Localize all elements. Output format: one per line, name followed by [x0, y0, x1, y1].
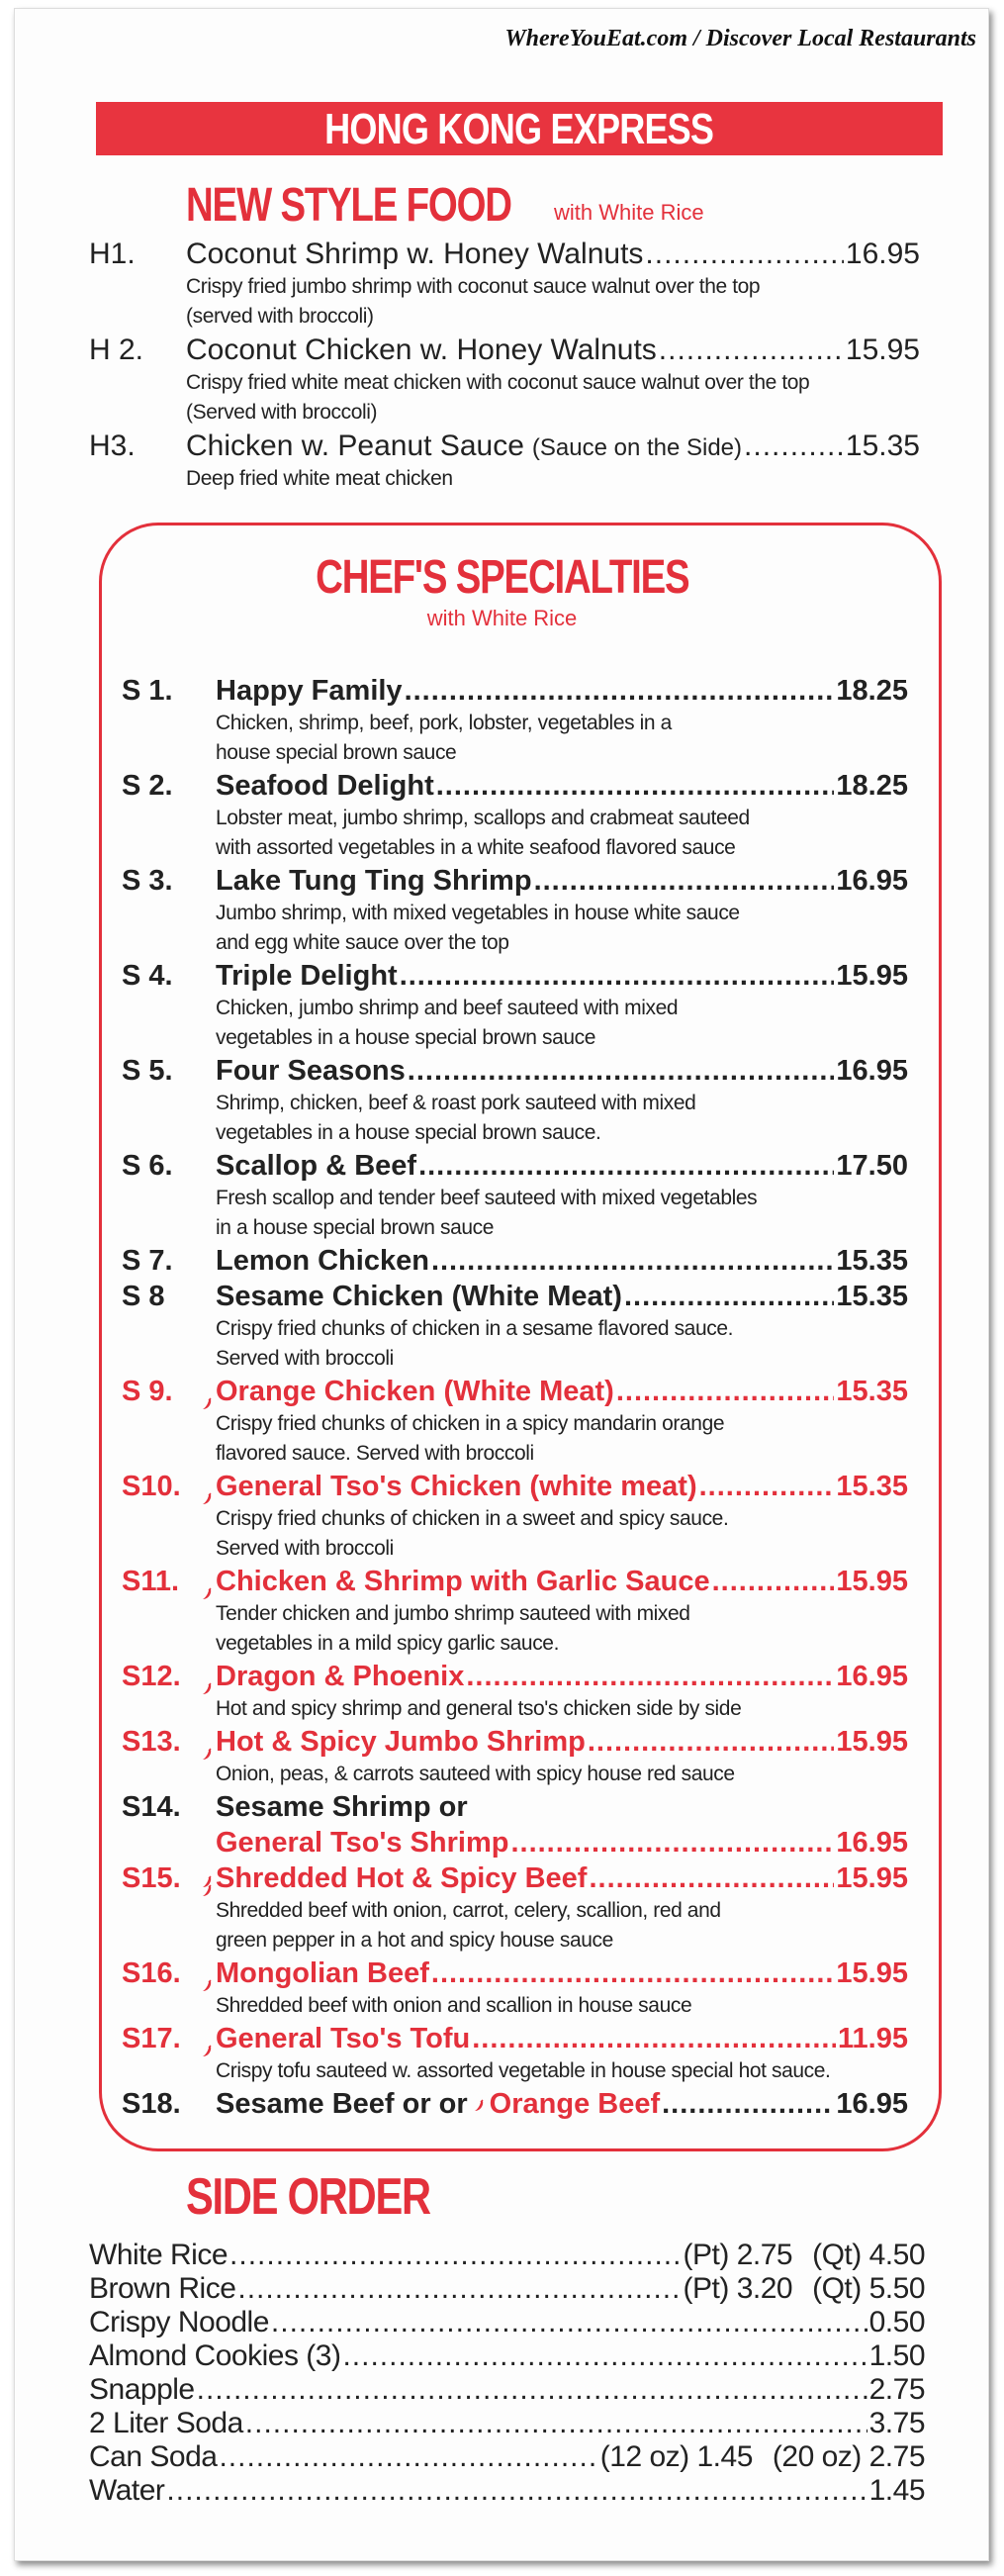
item-description: and egg white sauce over the top [216, 931, 509, 954]
menu-item[interactable] [122, 2086, 908, 2122]
item-code: H 2. [89, 334, 144, 366]
item-code-text: S 9. [122, 1376, 173, 1407]
item-name: Sesame Shrimp or [216, 1791, 468, 1823]
item-description: in a house special brown sauce [216, 1216, 495, 1239]
item-price: 1.45 [868, 2474, 925, 2507]
menu-item[interactable] [89, 428, 920, 494]
dot-leader [659, 332, 844, 368]
spicy-pepper-icon [200, 1384, 214, 1398]
item-name: 2 Liter Soda [89, 2407, 243, 2439]
item-price: 15.95 [845, 334, 920, 366]
item-description: Onion, peas, & carrots sauteed with spicy house red sauce [216, 1763, 735, 1785]
item-code [122, 1659, 216, 1694]
item-price: 1.50 [868, 2339, 925, 2372]
dot-leader [589, 1860, 834, 1896]
menu-item-row [122, 1469, 908, 1504]
item-price: 15.95 [836, 960, 908, 992]
item-code [122, 1564, 216, 1599]
item-code-text: S 4. [122, 960, 173, 992]
item-price: 16.95 [836, 1661, 908, 1692]
item-price: 15.95 [836, 1957, 908, 1989]
item-name: Dragon & Phoenix [216, 1661, 465, 1692]
dot-leader [418, 1148, 834, 1184]
dot-leader [405, 673, 835, 709]
item-name: Crispy Noodle [89, 2306, 269, 2338]
item-description: house special brown sauce [216, 741, 457, 764]
menu-item-row [122, 1789, 908, 1825]
item-description: green pepper in a hot and spicy house sauce [216, 1929, 613, 1952]
dot-leader [342, 2339, 867, 2373]
item-name: Coconut Chicken w. Honey Walnuts [186, 334, 657, 366]
dot-leader [400, 958, 835, 994]
item-code [122, 1860, 216, 1896]
size-price: 3.20 [736, 2272, 793, 2305]
dot-leader [744, 428, 844, 464]
item-code [122, 1724, 216, 1760]
menu-item-row [122, 1564, 908, 1599]
item-name: General Tso's Chicken (white meat) [216, 1471, 697, 1502]
item-name: Seafood Delight [216, 770, 434, 802]
item-code-text: S11. [122, 1566, 180, 1597]
new-style-list [89, 236, 920, 494]
item-description: Shredded beef with onion, carrot, celery, scallion, red and [216, 1899, 721, 1922]
side-order-heading [186, 2167, 492, 2227]
item-name: Sesame Beef or or [216, 2088, 468, 2120]
item-description: Crispy fried jumbo shrimp with coconut sauce walnut over the top [186, 275, 761, 298]
new-style-subtitle: with White Rice [554, 200, 704, 225]
menu-item[interactable] [122, 1956, 908, 2021]
side-order-item[interactable] [89, 2272, 925, 2306]
item-code-text: S14. [122, 1791, 181, 1823]
menu-item[interactable] [122, 768, 908, 863]
item-description: vegetables in a house special brown sauce. [216, 1121, 601, 1144]
size-label: (12 oz) [599, 2440, 689, 2473]
spicy-pepper-icon [200, 1479, 214, 1493]
spicy-pepper-icon [200, 1574, 214, 1588]
item-name: Shredded Hot & Spicy Beef [216, 1862, 588, 1894]
spicy-pepper-icon [200, 2032, 214, 2046]
side-order-title: SIDE ORDER [186, 2168, 430, 2226]
item-code-text: S 2. [122, 770, 173, 802]
item-description: Tender chicken and jumbo shrimp sauteed with mixed [216, 1602, 690, 1625]
item-price: 15.35 [836, 1471, 908, 1502]
new-style-title: NEW STYLE FOOD [186, 179, 511, 232]
item-name: Coconut Shrimp w. Honey Walnuts [186, 238, 644, 270]
chefs-specialties-subtitle: with White Rice [426, 606, 578, 630]
side-order-item[interactable] [89, 2474, 925, 2508]
item-price: 15.95 [836, 1726, 908, 1758]
item-price: 16.95 [836, 1827, 908, 1859]
item-code-text: S17. [122, 2023, 181, 2054]
item-code [122, 1243, 216, 1279]
item-description: (served with broccoli) [186, 305, 374, 328]
item-code-text: S16. [122, 1957, 181, 1989]
menu-item[interactable] [122, 1564, 908, 1659]
item-price: 15.35 [836, 1281, 908, 1312]
size-label: (Pt) [683, 2272, 729, 2305]
item-code [122, 1469, 216, 1504]
item-code: H1. [89, 238, 136, 270]
menu-item-row [122, 1860, 908, 1896]
dot-leader [616, 1374, 835, 1409]
item-description: Jumbo shrimp, with mixed vegetables in house white sauce [216, 902, 740, 924]
item-description: Lobster meat, jumbo shrimp, scallops and crabmeat sauteed [216, 807, 750, 829]
item-code-text: S15. [122, 1862, 181, 1894]
item-price: 16.95 [836, 2088, 908, 2120]
dot-leader [237, 2272, 681, 2306]
item-name: Snapple [89, 2373, 195, 2406]
item-code-text: S13. [122, 1726, 181, 1758]
dot-leader [436, 768, 835, 804]
item-code [122, 1053, 216, 1089]
size-price: 4.50 [868, 2239, 925, 2271]
item-code [122, 1279, 216, 1314]
dot-leader [466, 1659, 834, 1694]
dot-leader [588, 1724, 835, 1760]
menu-item-row [89, 236, 920, 272]
menu-item[interactable] [122, 1659, 908, 1724]
size-option [773, 2440, 925, 2474]
menu-item-row [89, 332, 920, 368]
item-description: Hot and spicy shrimp and general tso's chicken side by side [216, 1697, 742, 1720]
chefs-specialties-list [122, 673, 908, 2122]
item-price: 18.25 [836, 770, 908, 802]
item-code [122, 1789, 216, 1825]
item-code: H3. [89, 429, 136, 462]
item-price: 17.50 [836, 1150, 908, 1182]
menu-item-row [122, 2021, 908, 2056]
dot-leader [534, 863, 835, 899]
item-description: Chicken, shrimp, beef, pork, lobster, vegetables in a [216, 712, 672, 734]
item-code [122, 863, 216, 899]
dot-leader [408, 1053, 835, 1089]
menu-item[interactable] [122, 1724, 908, 1789]
menu-item[interactable] [122, 958, 908, 1053]
item-code [122, 2021, 216, 2056]
chefs-specialties-heading [0, 550, 1004, 605]
size-price: 2.75 [736, 2239, 793, 2271]
item-code-text: S10. [122, 1471, 181, 1502]
menu-item[interactable] [122, 1053, 908, 1148]
item-price: 3.75 [868, 2407, 925, 2439]
spicy-pepper-icon [200, 1871, 214, 1885]
menu-item[interactable] [122, 863, 908, 958]
dot-leader [624, 1279, 834, 1314]
restaurant-banner [96, 102, 943, 155]
size-option [812, 2239, 925, 2272]
chefs-specialties-title: CHEF'S SPECIALTIES [315, 551, 689, 604]
item-description: Served with broccoli [216, 1347, 394, 1370]
menu-item-row [122, 863, 908, 899]
dot-leader [166, 2474, 867, 2508]
item-name: Chicken w. Peanut Sauce [186, 429, 524, 462]
menu-item-row [122, 1053, 908, 1089]
size-label: (Qt) [812, 2272, 862, 2305]
new-style-heading [186, 178, 704, 233]
item-description: Served with broccoli [216, 1537, 394, 1560]
item-name: Water [89, 2474, 165, 2507]
menu-item-row [122, 958, 908, 994]
menu-item[interactable] [122, 1148, 908, 1243]
item-name: Almond Cookies (3) [89, 2339, 341, 2372]
dot-leader [712, 1564, 835, 1599]
item-name: Happy Family [216, 675, 403, 707]
menu-item-row [122, 768, 908, 804]
item-price: 11.95 [838, 2023, 908, 2054]
item-code-text: S18. [122, 2088, 181, 2120]
menu-item[interactable] [122, 1279, 908, 1374]
item-name: Sesame Chicken (White Meat) [216, 1281, 622, 1312]
item-price: 16.95 [845, 238, 920, 270]
menu-item-row [122, 1659, 908, 1694]
menu-item-row [122, 1956, 908, 1991]
size-option [684, 2239, 793, 2272]
size-price: 5.50 [868, 2272, 925, 2305]
side-order-list [89, 2239, 925, 2508]
item-description: Crispy tofu sauteed w. assorted vegetable in house special hot sauce. [216, 2059, 831, 2082]
menu-item[interactable] [122, 2021, 908, 2086]
item-description: Shrimp, chicken, beef & roast pork sauteed with mixed [216, 1092, 696, 1114]
item-description: Crispy fried chunks of chicken in a sesame flavored sauce. [216, 1317, 734, 1340]
item-description: Chicken, jumbo shrimp and beef sauteed with mixed [216, 997, 679, 1019]
side-order-item[interactable] [89, 2239, 925, 2272]
item-code-text: S 3. [122, 865, 173, 897]
size-label: (Qt) [812, 2239, 862, 2271]
item-description: Crispy fried white meat chicken with coconut sauce walnut over the top [186, 371, 810, 394]
item-code [122, 1148, 216, 1184]
menu-item-row [122, 1374, 908, 1409]
item-name: Mongolian Beef [216, 1957, 429, 1989]
menu-item-row [122, 1148, 908, 1184]
dot-leader [662, 2086, 834, 2122]
item-description: vegetables in a mild spicy garlic sauce. [216, 1632, 560, 1655]
item-name: Lake Tung Ting Shrimp [216, 865, 532, 897]
item-description: Deep fried white meat chicken [186, 467, 453, 490]
item-description: Crispy fried chunks of chicken in a spicy mandarin orange [216, 1412, 725, 1435]
item-name: Chicken & Shrimp with Garlic Sauce [216, 1566, 710, 1597]
item-code [122, 1956, 216, 1991]
item-description: (Served with broccoli) [186, 401, 378, 424]
side-order-item[interactable] [89, 2373, 925, 2407]
item-description: vegetables in a house special brown sauce [216, 1026, 596, 1049]
spicy-pepper-icon [200, 1670, 214, 1683]
menu-item[interactable] [122, 1860, 908, 1956]
item-code-text: S 1. [122, 675, 173, 707]
item-name: General Tso's Tofu [216, 2023, 471, 2054]
dot-leader [472, 2021, 836, 2056]
size-option [684, 2272, 793, 2306]
dot-leader [431, 1243, 834, 1279]
dot-leader [645, 236, 844, 272]
menu-item-row [122, 2086, 908, 2122]
item-alt-name: Orange Beef [489, 2088, 661, 2120]
size-option [600, 2440, 753, 2474]
item-name: Orange Chicken (White Meat) [216, 1376, 614, 1407]
item-name: Hot & Spicy Jumbo Shrimp [216, 1726, 586, 1758]
spicy-pepper-icon [200, 1735, 214, 1749]
menu-item[interactable] [89, 332, 920, 428]
menu-item[interactable] [89, 236, 920, 332]
menu-item-row [122, 1279, 908, 1314]
dot-leader [699, 1469, 835, 1504]
item-price: 18.25 [836, 675, 908, 707]
item-description: Fresh scallop and tender beef sauteed with mixed vegetables [216, 1187, 758, 1209]
menu-item-row [122, 673, 908, 709]
spicy-pepper-icon [472, 2086, 486, 2100]
item-name: Lemon Chicken [216, 1245, 429, 1277]
dot-leader [271, 2306, 867, 2339]
item-code-text: S 5. [122, 1055, 173, 1087]
item-code [122, 2086, 216, 2122]
side-order-item[interactable] [89, 2407, 925, 2440]
item-price: 15.35 [836, 1376, 908, 1407]
item-name: Brown Rice [89, 2272, 236, 2305]
item-note: (Sauce on the Side) [531, 434, 743, 461]
menu-item[interactable] [122, 1789, 908, 1860]
side-order-item[interactable] [89, 2306, 925, 2339]
item-price: 2.75 [868, 2373, 925, 2406]
restaurant-name: HONG KONG EXPRESS [324, 105, 714, 153]
item-code-text: S 8 [122, 1281, 165, 1312]
item-name: Can Soda [89, 2440, 218, 2473]
dot-leader [510, 1825, 834, 1860]
menu-item[interactable] [122, 1243, 908, 1279]
dot-leader [245, 2407, 867, 2440]
item-name: Triple Delight [216, 960, 398, 992]
item-price: 16.95 [836, 1055, 908, 1087]
item-code [122, 768, 216, 804]
item-price: 16.95 [836, 865, 908, 897]
item-price: 15.35 [836, 1245, 908, 1277]
item-name: Scallop & Beef [216, 1150, 417, 1182]
side-order-item[interactable] [89, 2440, 925, 2474]
size-label: (20 oz) [772, 2440, 862, 2473]
spicy-pepper-icon [200, 1966, 214, 1980]
dot-leader [431, 1956, 835, 1991]
menu-item-row-alt [122, 1825, 908, 1860]
item-description: Crispy fried chunks of chicken in a sweet and spicy sauce. [216, 1507, 729, 1530]
item-alt-name: General Tso's Shrimp [216, 1827, 509, 1859]
item-name: Four Seasons [216, 1055, 406, 1087]
menu-item[interactable] [122, 673, 908, 768]
size-label: (Pt) [683, 2239, 729, 2271]
side-order-item[interactable] [89, 2339, 925, 2373]
item-description: flavored sauce. Served with broccoli [216, 1442, 534, 1465]
item-name: White Rice [89, 2239, 228, 2271]
menu-item[interactable] [122, 1374, 908, 1469]
menu-item-row [122, 1243, 908, 1279]
item-price: 0.50 [868, 2306, 925, 2338]
item-code [122, 1374, 216, 1409]
item-price: 15.95 [836, 1862, 908, 1894]
item-description: with assorted vegetables in a white seafood flavored sauce [216, 836, 736, 859]
item-code-text: S 6. [122, 1150, 173, 1182]
menu-item-row [122, 1724, 908, 1760]
item-price: 15.95 [836, 1566, 908, 1597]
menu-item-row [89, 428, 920, 464]
size-price: 2.75 [868, 2440, 925, 2473]
item-code-text: S 7. [122, 1245, 173, 1277]
size-option [812, 2272, 925, 2306]
size-price: 1.45 [696, 2440, 753, 2473]
dot-leader [229, 2239, 682, 2272]
site-watermark: WhereYouEat.com / Discover Local Restaurants [504, 26, 976, 51]
item-code [122, 673, 216, 709]
item-code [122, 958, 216, 994]
dot-leader [219, 2440, 597, 2474]
item-code-text: S12. [122, 1661, 181, 1692]
menu-item[interactable] [122, 1469, 908, 1564]
item-price: 15.35 [845, 429, 920, 462]
item-description: Shredded beef with onion and scallion in house sauce [216, 1994, 692, 2017]
dot-leader [197, 2373, 867, 2407]
